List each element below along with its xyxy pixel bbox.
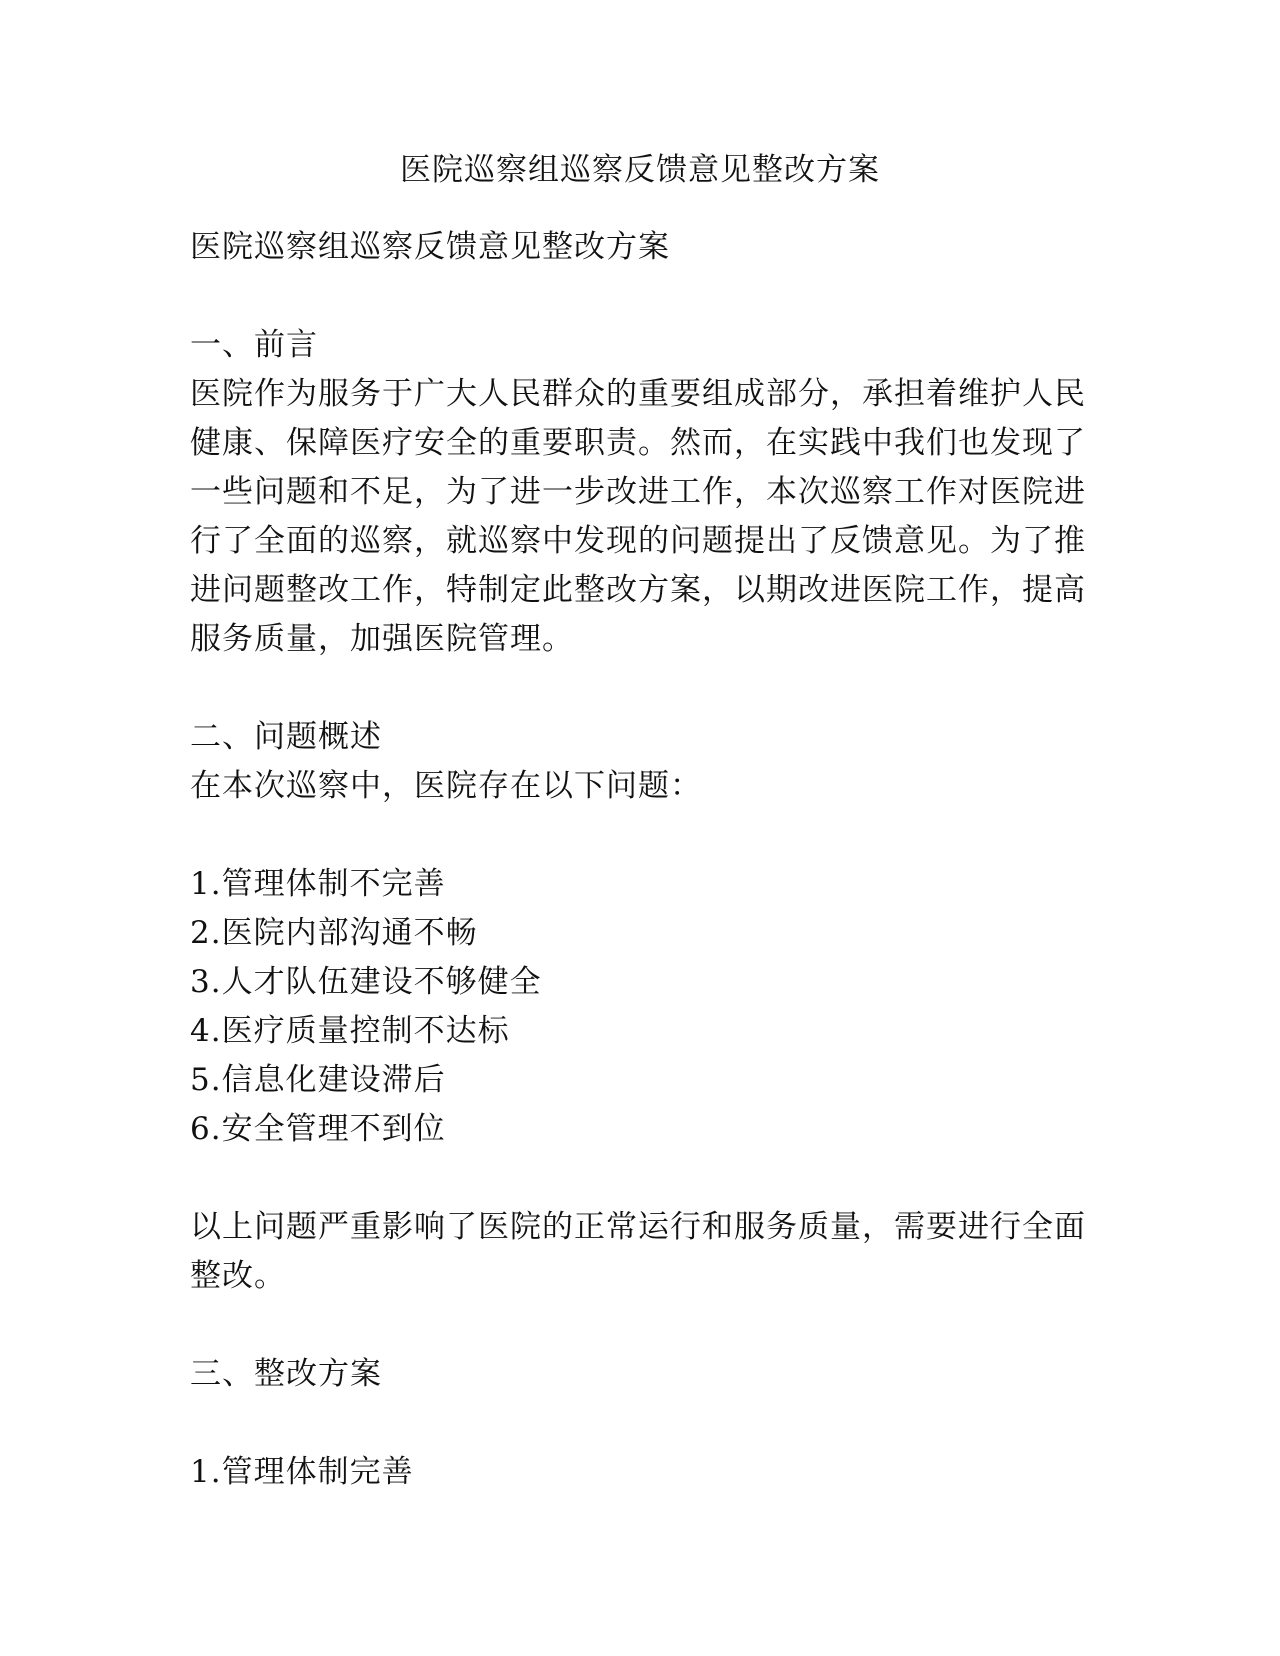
spacer [190, 1154, 1100, 1203]
list-item: 3.人才队伍建设不够健全 [190, 964, 542, 1000]
document-title: 医院巡察组巡察反馈意见整改方案 [400, 152, 880, 188]
document-subtitle: 医院巡察组巡察反馈意见整改方案 [190, 229, 670, 265]
spacer [190, 1301, 1100, 1350]
preface-paragraph: 医院作为服务于广大人民群众的重要组成部分，承担着维护人民健康、保障医疗安全的重要职责。然而，在实践中我们也发现了一些问题和不足，为了进一步改进工作，本次巡察工作对医院进行了全面的巡察，就巡察中发现的问题提出了反馈意见。为了推进问题整改工作，特制定此整改方案，以期改进医院工作，提高服务质量，加强医院管理。 [190, 376, 1086, 657]
list-item: 1.管理体制不完善 [190, 866, 446, 902]
list-item: 2.医院内部沟通不畅 [190, 915, 478, 951]
document-body [190, 223, 1100, 1497]
section-heading-preface: 一、前言 [190, 327, 318, 363]
list-item: 5.信息化建设滞后 [190, 1062, 446, 1098]
list-item: 4.医疗质量控制不达标 [190, 1013, 510, 1049]
section-heading-overview: 二、问题概述 [190, 719, 382, 755]
spacer [190, 1399, 1100, 1448]
overview-conclusion: 以上问题严重影响了医院的正常运行和服务质量，需要进行全面整改。 [190, 1209, 1086, 1294]
list-item: 1.管理体制完善 [190, 1454, 414, 1490]
list-item: 6.安全管理不到位 [190, 1111, 446, 1147]
spacer [190, 811, 1100, 860]
spacer [190, 664, 1100, 713]
spacer [190, 272, 1100, 321]
section-heading-plan: 三、整改方案 [190, 1356, 382, 1392]
overview-intro: 在本次巡察中，医院存在以下问题： [190, 768, 702, 804]
